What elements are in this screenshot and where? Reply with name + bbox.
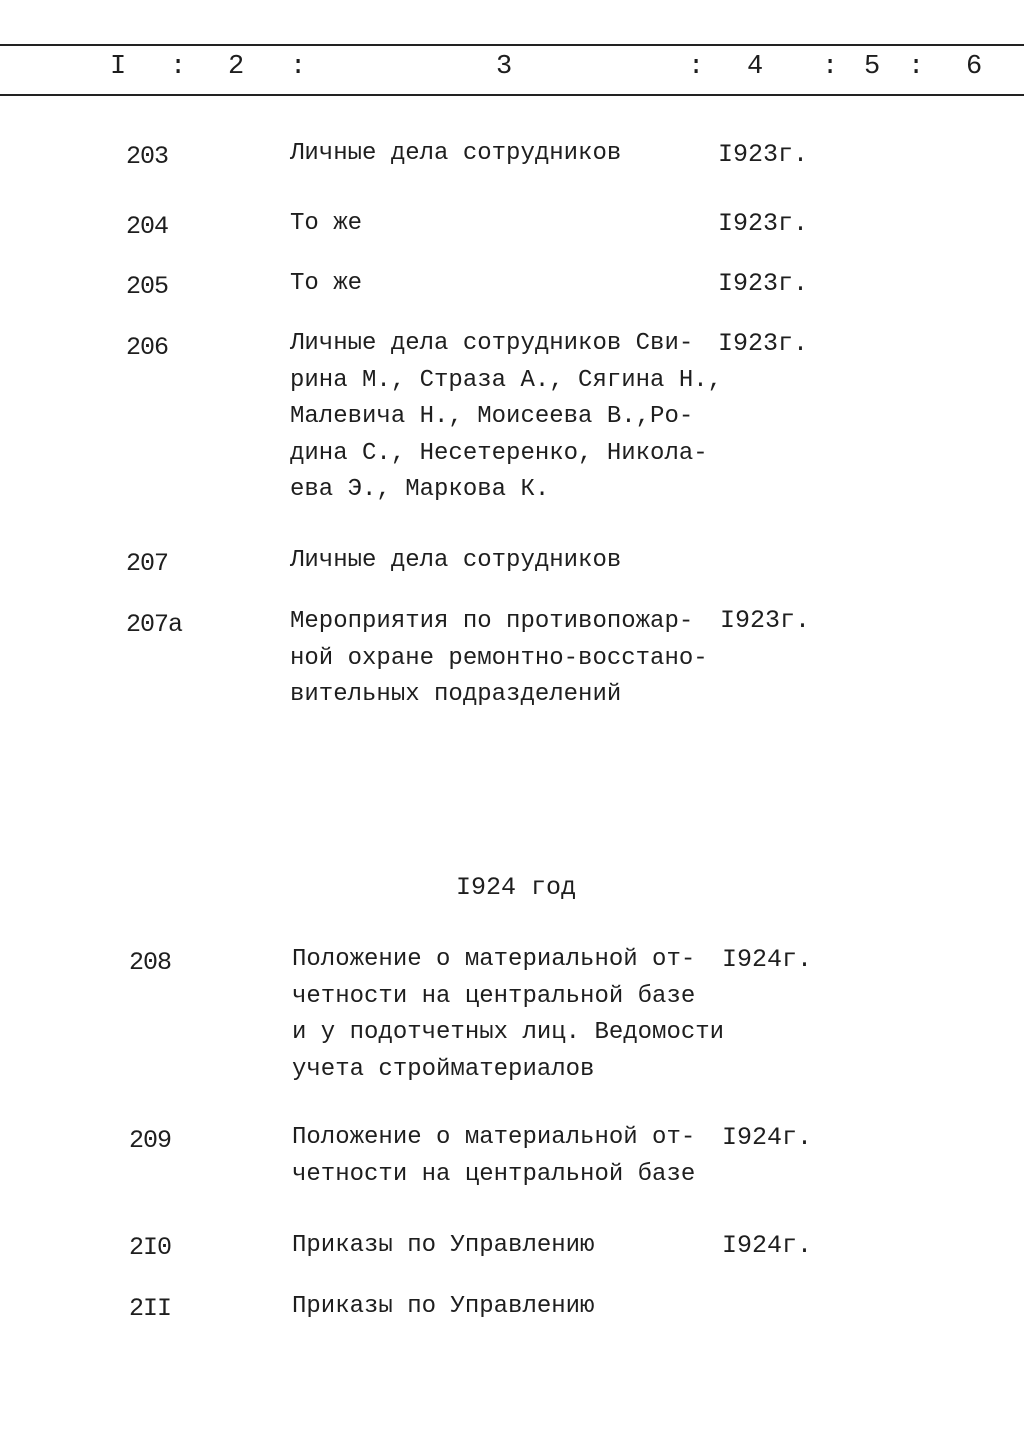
column-header-1: I (110, 52, 127, 82)
entry-title: Приказы по Управлению (292, 1293, 595, 1320)
entry-title: Личные дела сотрудников Сви- рина М., Страза А., Сягина Н., Малевича Н., Моисеева В.,Ро- дина С., Несетеренко, Никола- ева Э., Маркова К. (290, 330, 723, 503)
column-separator: : (822, 52, 839, 82)
entry-title: Положение о материальной от- четности на центральной базе и у подотчетных лиц. Ведомости учета стройматериалов (292, 946, 725, 1083)
entry-title: Приказы по Управлению (292, 1232, 595, 1259)
entry-year: I923г. (718, 269, 809, 298)
entry-number: 204 (126, 212, 169, 241)
column-header-3: 3 (496, 52, 513, 82)
header-bottom-rule (0, 94, 1024, 96)
column-header-5: 5 (864, 52, 881, 82)
entry-number: 207а (126, 610, 183, 639)
entry-number: 208 (129, 948, 172, 977)
entry-number: 203 (126, 142, 169, 171)
column-header-6: 6 (966, 52, 983, 82)
column-header-4: 4 (747, 52, 764, 82)
entry-year: I924г. (722, 1123, 813, 1152)
entry-number: 2II (129, 1294, 172, 1323)
entry-year: I923г. (718, 140, 809, 169)
column-separator: : (170, 52, 187, 82)
entry-title: Личные дела сотрудников (290, 547, 622, 574)
entry-title: То же (290, 210, 363, 237)
header-top-rule (0, 44, 1024, 46)
entry-number: 205 (126, 272, 169, 301)
entry-number: 207 (126, 549, 169, 578)
entry-year: I923г. (720, 606, 811, 635)
entry-year: I923г. (718, 329, 809, 358)
entry-title: Мероприятия по противопожар- ной охране ремонтно-восстано- вительных подразделений (290, 608, 708, 708)
entry-number: 206 (126, 333, 169, 362)
entry-year: I924г. (722, 945, 813, 974)
column-separator: : (908, 52, 925, 82)
entry-number: 2I0 (129, 1233, 172, 1262)
column-header-2: 2 (228, 52, 245, 82)
entry-year: I923г. (718, 209, 809, 238)
column-separator: : (290, 52, 307, 82)
entry-number: 209 (129, 1126, 172, 1155)
entry-title: Личные дела сотрудников (290, 140, 622, 167)
entry-year: I924г. (722, 1231, 813, 1260)
column-separator: : (688, 52, 705, 82)
section-heading-1924: I924 год (456, 873, 577, 902)
entry-title: Положение о материальной от- четности на центральной базе (292, 1124, 696, 1188)
entry-title: То же (290, 270, 363, 297)
